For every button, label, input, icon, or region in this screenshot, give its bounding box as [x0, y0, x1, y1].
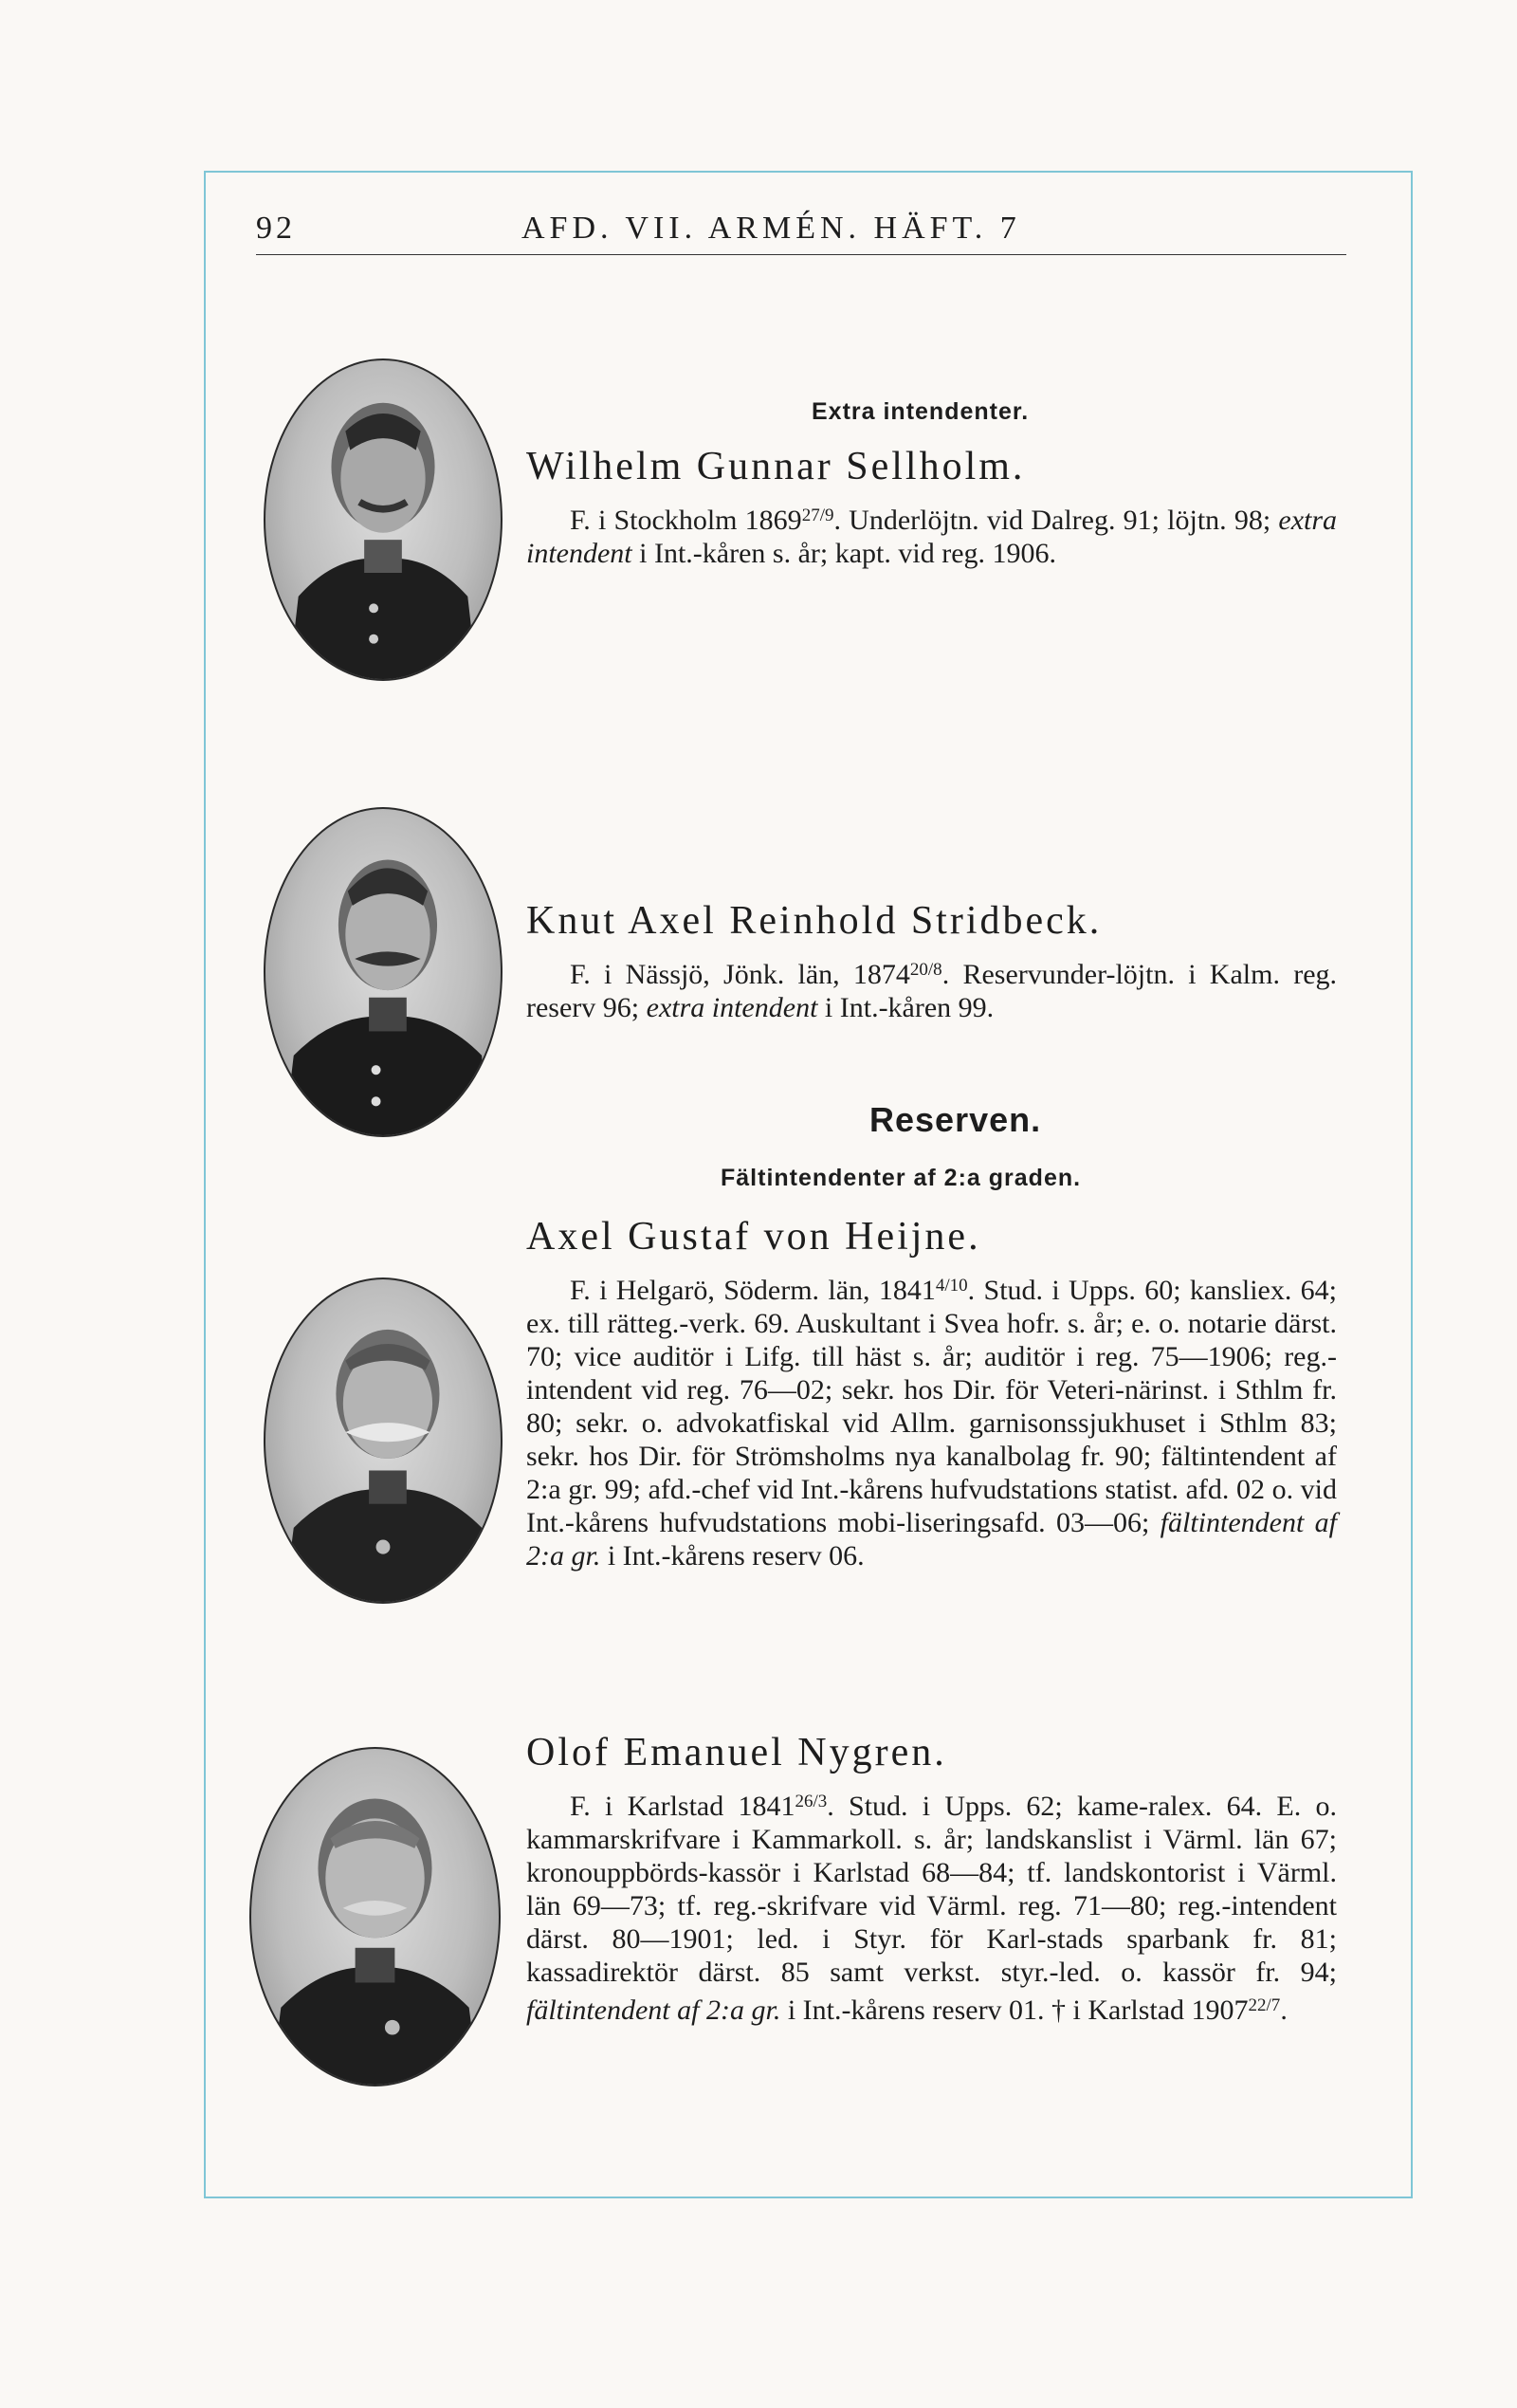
- section-heading-reserven: Reserven.: [869, 1100, 1042, 1139]
- section-heading-faltintendenter: Fältintendenter af 2:a graden.: [721, 1165, 1082, 1191]
- entry-von-heijne: [526, 1212, 1337, 1572]
- entry-biography: F. i Nässjö, Jönk. län, $1874^{20/8}$. Reservunder-löjtn. i Kalm. reg. reserv 96; extra intendent i Int.-kåren 99.: [526, 959, 1338, 1023]
- entry-stridbeck: [526, 896, 1337, 1024]
- portrait-nygren: [249, 1747, 501, 2086]
- entry-name: Olof Emanuel Nygren.: [526, 1731, 947, 1774]
- entry-name: Knut Axel Reinhold Stridbeck.: [526, 899, 1103, 943]
- portrait-von-heijne: [264, 1278, 503, 1604]
- entry-name: Wilhelm Gunnar Sellholm.: [526, 445, 1026, 488]
- entry-biography: F. i Stockholm $1869^{27/9}$. Underlöjtn. vid Dalreg. 91; löjtn. 98; extra intendent i Int.-kåren s. år; kapt. vid reg. 1906.: [526, 505, 1338, 569]
- section-heading-extra-intendenter: Extra intendenter.: [812, 398, 1030, 425]
- page-number: 92: [256, 211, 296, 246]
- running-header: [256, 201, 1346, 255]
- entry-biography: F. i Helgarö, Söderm. län, $1841^{4/10}$. Stud. i Upps. 60; kansliex. 64; ex. till rätteg.-verk. 69. Auskultant i Svea hofr. s. år; e. o. notarie därst. 70; vice auditör i Lifg. till häst s. år; auditör i reg. 75—1906; reg.-intendent vid reg. 76—02; sekr. hos Dir. för Veteri-närinst. i Sthlm fr. 80; sekr. o. advokatfiskal vid Allm. garnisonssjukhuset i Sthlm 83; sekr. hos Dir. för Strömsholms nya kanalbolag fr. 90; fältintendent af 2:a gr. 99; afd.-chef vid Int.-kårens hufvudstations statist. afd. 02 o. vid Int.-kårens hufvudstations mobi-liseringsafd. 03—06; fältintendent af 2:a gr. i Int.-kårens reserv 06.: [526, 1275, 1338, 1572]
- portrait-sellholm: [264, 358, 503, 681]
- portrait-stridbeck: [264, 807, 503, 1137]
- entry-name: Axel Gustaf von Heijne.: [526, 1215, 981, 1259]
- entry-sellholm: [526, 442, 1337, 570]
- running-title: AFD. VII. ARMÉN. HÄFT. 7: [521, 211, 1021, 246]
- entry-nygren: [526, 1728, 1337, 2027]
- entry-biography: F. i Karlstad $1841^{26/3}$. Stud. i Upps. 62; kame-ralex. 64. E. o. kammarskrifvare i Kammarkoll. s. år; landskanslist i Värml. län 67; kronouppbörds-kassör i Karlstad 68—84; tf. landskontorist i Värml. län 69—73; tf. reg.-skrifvare vid Värml. reg. 71—80; reg.-intendent därst. 80—1901; led. i Styr. för Karl-stads sparbank fr. 81; kassadirektör därst. 85 samt verkst. styr.-led. o. kassör fr. 94; fältintendent af 2:a gr. i Int.-kårens reserv 01. † i Karlstad $1907^{22/7}$.: [526, 1791, 1337, 2026]
